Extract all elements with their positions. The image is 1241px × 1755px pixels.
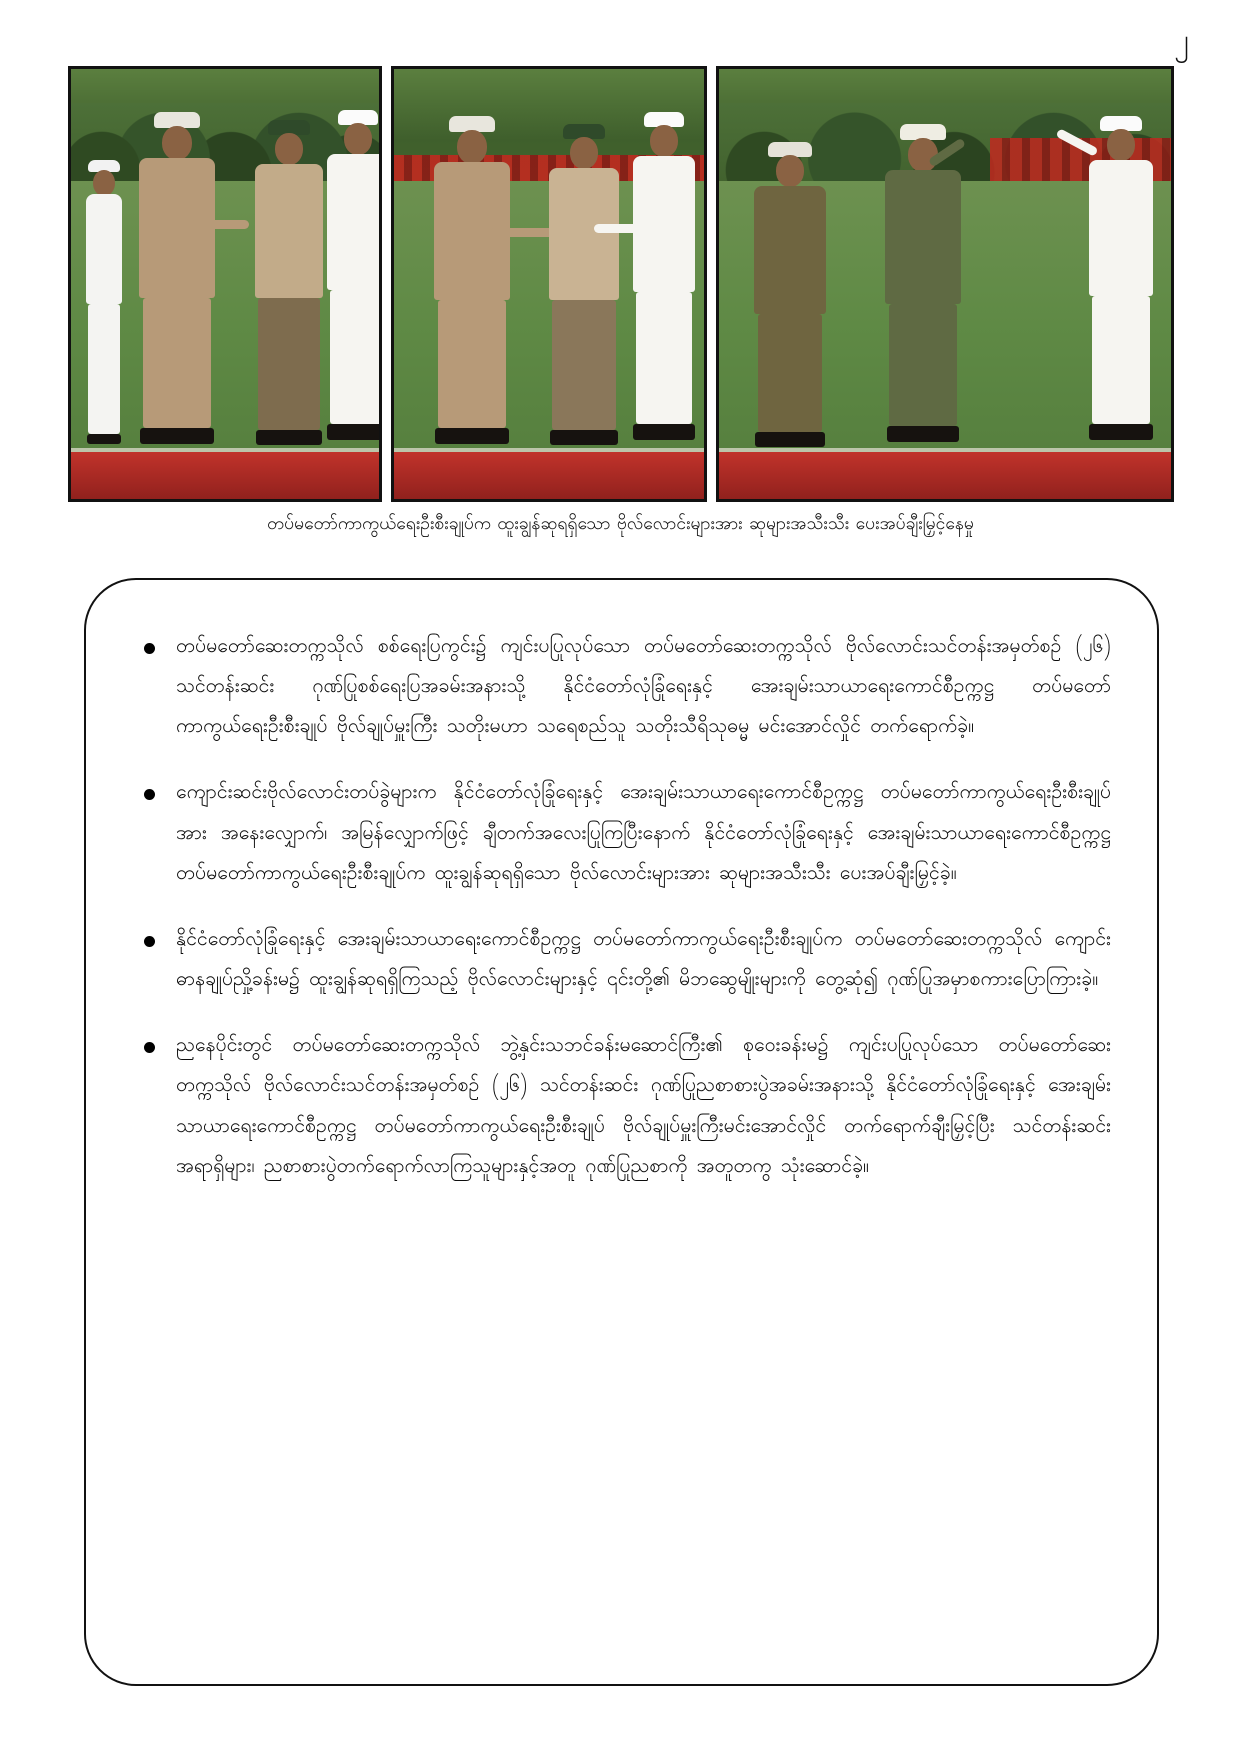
- legs: [636, 292, 692, 424]
- figure-officer-left: [745, 142, 835, 460]
- shoes: [755, 432, 825, 447]
- figure-cadet: [247, 120, 331, 460]
- shoes: [87, 434, 121, 444]
- shoes: [435, 428, 509, 444]
- photo-caption: တပ်မတော်ကာကွယ်ရေးဦးစီးချုပ်က ထူးချွန်ဆုရရှိသော ဗိုလ်လောင်းများအား ဆုများအသီးသီး ပေးအပ်ချီးမြှင့်နေမှု: [267, 512, 974, 538]
- legs: [889, 304, 957, 426]
- torso: [754, 186, 826, 314]
- torso: [327, 154, 382, 290]
- figure-saluting-officer: [875, 124, 971, 460]
- head: [570, 137, 598, 169]
- shoes: [550, 430, 618, 445]
- bullet-text: ကျောင်းဆင်းဗိုလ်လောင်းတပ်ခွဲများက နိုင်ငံတော်လုံခြုံရေးနှင့် အေးချမ်းသာယာရေးကောင်စီဥက္ကဋ္ဌ တပ်မတော်ကာကွယ်ရေးဦးစီးချုပ်အား အနေးလျှောက်၊ အမြန်လျှောက်ဖြင့် ချီတက်အလေးပြုကြပြီးနောက် နိုင်ငံတော်လုံခြုံရေးနှင့် အေးချမ်းသာယာရေးကောင်စီဥက္ကဋ္ဌ တပ်မတော်ကာကွယ်ရေးဦးစီးချုပ်က ထူးချွန်ဆုရရှိသော ဗိုလ်လောင်းများအား ဆုများအသီးသီး ပေးအပ်ချီးမြှင့်ခဲ့။: [176, 779, 1111, 889]
- figure-navy-officer: [628, 112, 700, 460]
- head: [93, 170, 115, 196]
- shoes: [633, 424, 695, 440]
- legs: [758, 314, 822, 432]
- figure-navy-officer: [1083, 116, 1159, 460]
- legs: [258, 298, 320, 430]
- list-item: [120, 774, 1111, 894]
- shoes: [1089, 424, 1153, 440]
- photo-salute-right: [716, 66, 1174, 502]
- shoes: [140, 428, 214, 444]
- torso: [549, 168, 619, 300]
- figure-cadet: [540, 124, 628, 460]
- figure-commander: [424, 116, 520, 460]
- legs: [143, 298, 211, 428]
- head: [776, 155, 804, 187]
- head: [162, 126, 192, 160]
- body-text-box: [84, 578, 1159, 1686]
- page-number: ၂: [1174, 23, 1189, 58]
- legs: [88, 304, 120, 434]
- arm: [594, 224, 648, 233]
- shoes: [887, 426, 959, 442]
- photo-handshake-center: [391, 66, 707, 502]
- bullet-text: တပ်မတော်ဆေးတက္ကသိုလ် စစ်ရေးပြကွင်း၌ ကျင်းပပြုလုပ်သော တပ်မတော်ဆေးတက္ကသိုလ် ဗိုလ်လောင်းသင်တန်းအမှတ်စဉ် (၂၆) သင်တန်းဆင်း ဂုဏ်ပြုစစ်ရေးပြအခမ်းအနားသို့ နိုင်ငံတော်လုံခြုံရေးနှင့် အေးချမ်းသာယာရေးကောင်စီဥက္ကဋ္ဌ တပ်မတော်ကာကွယ်ရေးဦးစီးချုပ် ဗိုလ်ချုပ်မှူးကြီး သတိုးမဟာ သရေစည်သူ သတိုးသီရိသုဓမ္မ မင်းအောင်လှိုင် တက်ရောက်ခဲ့။: [176, 633, 1111, 743]
- list-item: [120, 921, 1111, 1001]
- bullet-dot-icon: [144, 643, 155, 654]
- torso: [255, 164, 323, 298]
- legs: [552, 300, 616, 430]
- list-item: [120, 628, 1111, 748]
- figure-honor-guard: [83, 160, 125, 460]
- shoes: [256, 430, 322, 445]
- shoes: [327, 424, 382, 440]
- bullet-list: [120, 628, 1111, 1188]
- bullet-dot-icon: [144, 936, 155, 947]
- head: [1107, 129, 1135, 161]
- legs: [1092, 296, 1150, 424]
- bullet-text: နိုင်ငံတော်လုံခြုံရေးနှင့် အေးချမ်းသာယာရေးကောင်စီဥက္ကဋ္ဌ တပ်မတော်ကာကွယ်ရေးဦးစီးချုပ်က တပ်မတော်ဆေးတက္ကသိုလ် ကျောင်းဓာနချုပ်ညှို့ခန်းမ၌ ထူးချွန်ဆုရရှိကြသည့် ဗိုလ်လောင်းများနှင့် ၎င်းတို့၏ မိဘဆွေမျိုးများကို တွေ့ဆုံ၍ ဂုဏ်ပြုအမှာစကားပြောကြားခဲ့။: [176, 925, 1111, 996]
- head: [275, 133, 303, 165]
- bullet-dot-icon: [144, 1042, 155, 1053]
- torso: [1089, 160, 1153, 296]
- legs: [438, 300, 506, 428]
- head: [650, 125, 678, 157]
- photo-handshake-left: [68, 66, 382, 502]
- arm: [191, 220, 249, 229]
- torso: [885, 170, 961, 304]
- list-item: [120, 1027, 1111, 1188]
- figure-commander: [129, 112, 225, 460]
- legs: [330, 290, 382, 424]
- torso: [86, 194, 122, 304]
- figure-navy-officer: [323, 110, 382, 460]
- head: [457, 130, 487, 164]
- photo-strip: [68, 66, 1174, 502]
- bullet-text: ညနေပိုင်းတွင် တပ်မတော်ဆေးတက္ကသိုလ် ဘွဲ့နှင်းသဘင်ခန်းမဆောင်ကြီး၏ စုဝေးခန်းမ၌ ကျင်းပပြုလုပ်သော တပ်မတော်ဆေးတက္ကသိုလ် ဗိုလ်လောင်းသင်တန်းအမှတ်စဉ် (၂၆) သင်တန်းဆင်း ဂုဏ်ပြုညစာစားပွဲအခမ်းအနားသို့ နိုင်ငံတော်လုံခြုံရေးနှင့် အေးချမ်းသာယာရေးကောင်စီဥက္ကဋ္ဌ တပ်မတော်ကာကွယ်ရေးဦးစီးချုပ် ဗိုလ်ချုပ်မှူးကြီးမင်းအောင်လှိုင် တက်ရောက်ချီးမြှင့်ပြီး သင်တန်းဆင်းအရာရှိများ၊ ညစာစားပွဲတက်ရောက်လာကြသူများနှင့်အတူ ဂုဏ်ပြုညစာကို အတူတကွ သုံးဆောင်ခဲ့။: [176, 1032, 1111, 1182]
- bullet-dot-icon: [144, 789, 155, 800]
- head: [344, 123, 372, 155]
